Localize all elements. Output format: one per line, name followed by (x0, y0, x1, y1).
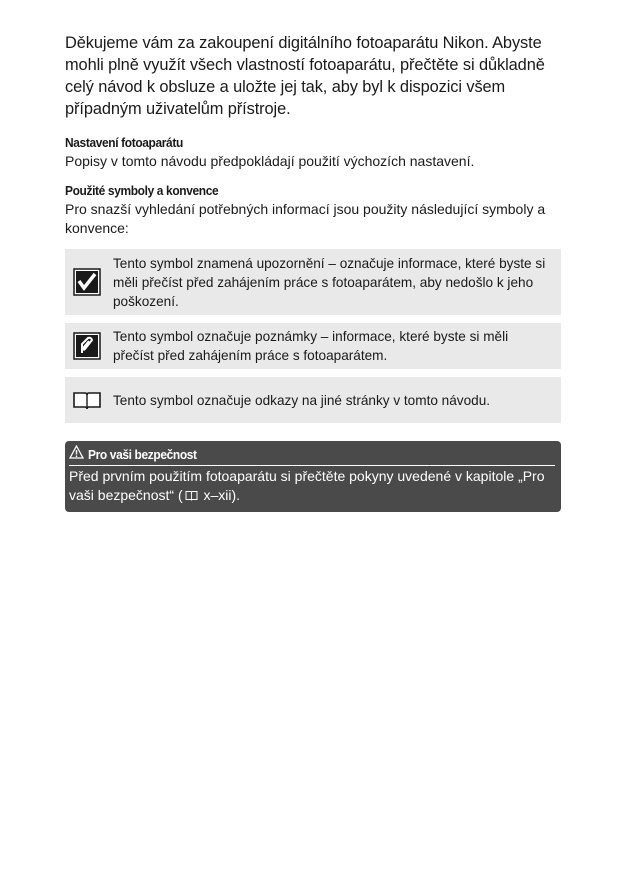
symbol-box-note (65, 323, 561, 369)
safety-header (69, 445, 555, 466)
settings-text: Popisy v tomto návodu předpokládají použití výchozích nastavení. (65, 153, 475, 169)
safety-text-main: Před prvním použitím fotoaparátu si přečtěte pokyny uvedené v kapitole „Pro vaši bezpečnost“ ( (69, 468, 545, 503)
book-icon (185, 487, 198, 506)
symbols-text: Pro snazší vyhledání potřebných informací jsou použity následující symboly a konvence: (65, 201, 546, 236)
safety-text (69, 467, 555, 506)
safety-title: Pro vaši bezpečnost (88, 447, 197, 462)
pencil-note-icon (72, 331, 102, 361)
intro-paragraph: Děkujeme vám za zakoupení digitálního fotoaparátu Nikon. Abyste mohli plně využít všech vlastností fotoaparátu, přečtěte si důkladně celý návod k obsluze a uložte jej tak, aby byl k dispozici všem případným uživatelům přístroje. (65, 34, 545, 118)
symbol-note-text: Tento symbol označuje poznámky – informace, které byste si měli přečíst před zahájením práce s fotoaparátem. (113, 329, 509, 363)
symbol-box-reference (65, 377, 561, 423)
symbol-reference-text: Tento symbol označuje odkazy na jiné stránky v tomto návodu. (113, 392, 491, 408)
book-icon (72, 385, 102, 415)
caution-check-icon (72, 267, 102, 297)
symbols-title: Použité symboly a konvence (65, 183, 219, 198)
settings-title: Nastavení fotoaparátu (65, 135, 183, 150)
manual-page (65, 32, 561, 512)
safety-text-pages: x–xii). (199, 487, 241, 503)
symbol-caution-text: Tento symbol znamená upozornění – označuje informace, které byste si měli přečíst před zahájením práce s fotoaparátem, aby nedošlo k jeho poškození. (113, 255, 546, 309)
symbols-section (65, 182, 561, 423)
warning-triangle-icon (69, 445, 84, 464)
settings-section (65, 134, 561, 171)
symbol-box-caution (65, 249, 561, 315)
safety-notice-box (65, 441, 561, 512)
